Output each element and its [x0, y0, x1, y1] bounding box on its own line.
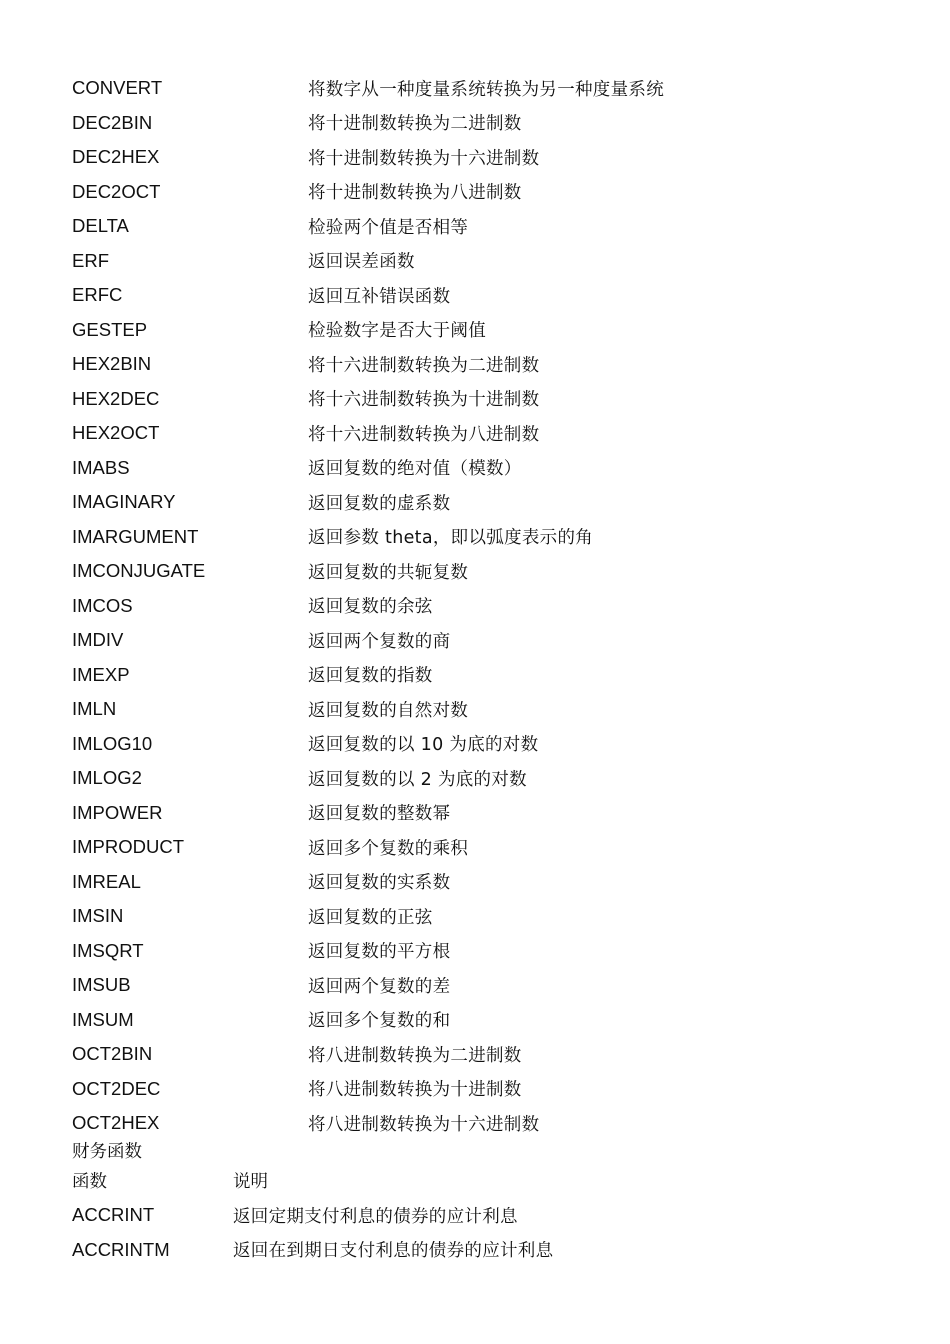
function-row: [72, 347, 892, 382]
function-row: [72, 658, 892, 693]
function-name: OCT2DEC: [72, 1077, 161, 1099]
function-description: 将十六进制数转换为八进制数: [308, 424, 540, 445]
function-row: [72, 692, 892, 727]
function-name: ERF: [72, 249, 109, 271]
function-name: IMSIN: [72, 905, 124, 927]
function-name: DEC2HEX: [72, 146, 160, 168]
function-description: 将八进制数转换为二进制数: [308, 1045, 522, 1066]
header-description: 说明: [233, 1172, 268, 1192]
function-row: [72, 865, 892, 900]
function-row: [72, 175, 892, 210]
function-row: [72, 589, 892, 624]
function-description: 返回多个复数的乘积: [308, 838, 469, 859]
function-name: IMCOS: [72, 594, 133, 616]
function-description: 将十六进制数转换为十进制数: [308, 390, 540, 411]
function-name: DELTA: [72, 215, 129, 237]
function-name: ERFC: [72, 284, 123, 306]
function-row: [72, 244, 892, 279]
function-name: IMARGUMENT: [72, 525, 199, 547]
function-description: 返回复数的实系数: [308, 873, 451, 894]
function-description: 将数字从一种度量系统转换为另一种度量系统: [308, 79, 664, 100]
function-description: 将十进制数转换为二进制数: [308, 114, 522, 135]
function-row: [72, 968, 892, 1003]
function-name: IMLN: [72, 698, 117, 720]
function-row: [72, 727, 892, 762]
function-description: 返回多个复数的和: [308, 1011, 451, 1032]
function-row: [72, 313, 892, 348]
function-name: OCT2BIN: [72, 1043, 153, 1065]
function-row: [72, 1072, 892, 1107]
function-row: [72, 382, 892, 417]
function-row: [72, 451, 892, 486]
function-name: HEX2DEC: [72, 387, 160, 409]
function-name: IMPRODUCT: [72, 836, 185, 858]
function-description: 返回复数的共轭复数: [308, 562, 469, 583]
function-row: [72, 416, 892, 451]
financial-function-list: [72, 1198, 892, 1267]
function-name: IMSUB: [72, 974, 131, 996]
function-description: 返回参数 theta，即以弧度表示的角: [308, 528, 594, 549]
function-row: [72, 1233, 892, 1268]
function-description: 返回复数的自然对数: [308, 700, 469, 721]
function-row: [72, 1198, 892, 1233]
function-name: IMLOG10: [72, 732, 153, 754]
function-name: IMSQRT: [72, 939, 144, 961]
function-row: [72, 278, 892, 313]
function-description: 将十六进制数转换为二进制数: [308, 355, 540, 376]
function-description: 返回复数的平方根: [308, 942, 451, 963]
function-name: IMPOWER: [72, 801, 163, 823]
function-row: [72, 1003, 892, 1038]
function-row: [72, 899, 892, 934]
function-name: HEX2OCT: [72, 422, 160, 444]
function-name: IMCONJUGATE: [72, 560, 206, 582]
function-description: 返回复数的指数: [308, 666, 433, 687]
function-row: [72, 520, 892, 555]
function-row: [72, 934, 892, 969]
function-row: [72, 830, 892, 865]
function-name: ACCRINTM: [72, 1238, 170, 1260]
function-row: [72, 1037, 892, 1072]
function-name: IMDIV: [72, 629, 124, 651]
function-description: 检验两个值是否相等: [308, 217, 469, 238]
function-name: IMREAL: [72, 870, 141, 892]
function-row: [72, 209, 892, 244]
function-description: 返回复数的整数幂: [308, 804, 451, 825]
function-row: [72, 140, 892, 175]
function-description: 返回互补错误函数: [308, 286, 451, 307]
function-name: IMAGINARY: [72, 491, 176, 513]
function-name: CONVERT: [72, 77, 163, 99]
function-name: DEC2OCT: [72, 180, 161, 202]
function-description: 将十进制数转换为八进制数: [308, 183, 522, 204]
function-description: 返回复数的绝对值（模数）: [308, 459, 522, 480]
function-row: [72, 761, 892, 796]
function-name: DEC2BIN: [72, 111, 153, 133]
function-description: 返回复数的余弦: [308, 597, 433, 618]
function-row: [72, 796, 892, 831]
function-description: 返回复数的虚系数: [308, 493, 451, 514]
function-description: 返回复数的以 10 为底的对数: [308, 735, 539, 756]
function-description: 检验数字是否大于阈值: [308, 321, 486, 342]
function-name: IMEXP: [72, 663, 130, 685]
function-name: ACCRINT: [72, 1204, 155, 1226]
function-description: 返回在到期日支付利息的债券的应计利息: [233, 1241, 554, 1262]
function-description: 返回复数的正弦: [308, 907, 433, 928]
function-description: 将十进制数转换为十六进制数: [308, 148, 540, 169]
function-row: [72, 1106, 892, 1141]
function-row: [72, 623, 892, 658]
function-description: 返回两个复数的差: [308, 976, 451, 997]
function-row: [72, 106, 892, 141]
function-row: [72, 485, 892, 520]
function-name: IMSUM: [72, 1008, 134, 1030]
engineering-function-list: [72, 71, 892, 1141]
function-row: [72, 554, 892, 589]
section-title: 财务函数: [72, 1142, 142, 1162]
function-name: HEX2BIN: [72, 353, 152, 375]
function-name: IMLOG2: [72, 767, 142, 789]
header-function: 函数: [72, 1172, 107, 1192]
function-description: 返回复数的以 2 为底的对数: [308, 769, 527, 790]
function-description: 返回两个复数的商: [308, 631, 451, 652]
function-description: 返回误差函数: [308, 252, 415, 273]
function-row: [72, 71, 892, 106]
function-name: OCT2HEX: [72, 1112, 160, 1134]
function-description: 将八进制数转换为十进制数: [308, 1080, 522, 1101]
function-name: GESTEP: [72, 318, 148, 340]
function-description: 将八进制数转换为十六进制数: [308, 1114, 540, 1135]
financial-table-header: [72, 1168, 268, 1196]
function-name: IMABS: [72, 456, 130, 478]
function-description: 返回定期支付利息的债券的应计利息: [233, 1206, 518, 1227]
